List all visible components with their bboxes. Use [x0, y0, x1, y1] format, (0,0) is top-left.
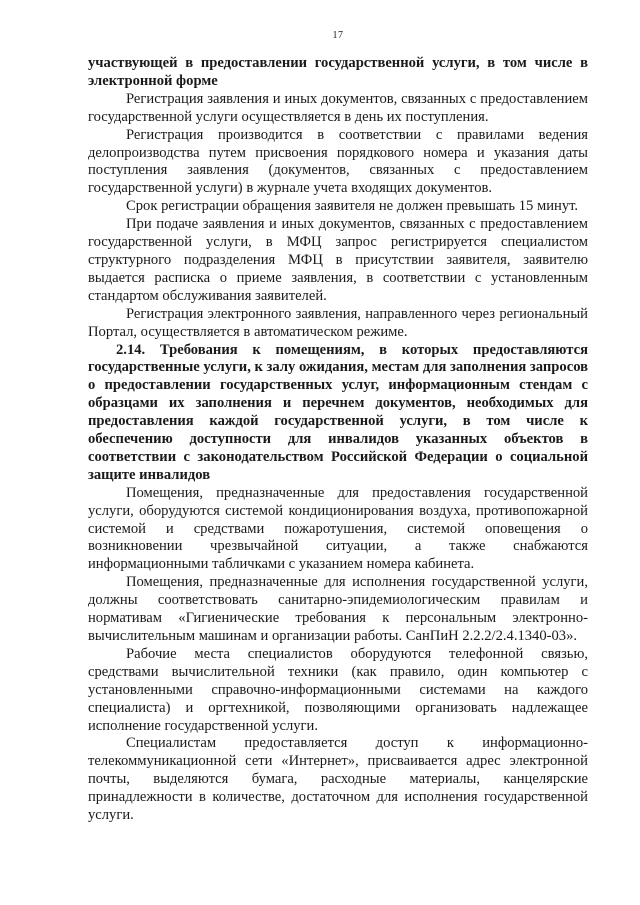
- heading-continuation: участвующей в предоставлении государственной услуги, в том числе в электронной форме: [88, 55, 588, 89]
- page-number: 17: [332, 30, 344, 41]
- paragraph-electronic-registration: Регистрация электронного заявления, направленного через региональный Портал, осуществляется в автоматическом режиме.: [88, 305, 588, 340]
- paragraph-mfc-registration: При подаче заявления и иных документов, связанных с предоставлением государственной услуги, в МФЦ запрос регистрируется специалистом структурного подразделения МФЦ в присутствии заявителя, заявителю выдается расписка о приеме заявления, в соответствии с установленным стандартом обслуживания заявителей.: [88, 216, 588, 304]
- paragraph-workplaces: Рабочие места специалистов оборудуются телефонной связью, средствами вычислительной техники (как правило, один компьютер с установленными справочно-информационными системами на каждого специалиста) и оргтехникой, позволяющими организовать надлежащее исполнение государственной услуги.: [88, 645, 588, 734]
- paragraph-registration-term: Срок регистрации обращения заявителя не должен превышать 15 минут.: [126, 198, 579, 215]
- paragraph-registration-procedure: Регистрация производится в соответствии с правилами ведения делопроизводства путем присвоения порядкового номера и указания даты поступления заявления (документов, связанных с предоставлением государственной услуги) в журнале учета входящих документов.: [88, 126, 588, 197]
- paragraph-internet-access: Специалистам предоставляется доступ к информационно-телекоммуникационной сети «Интернет», присваивается адрес электронной почты, выделяются бумага, расходные материалы, канцелярские принадлежности в количестве, достаточном для исполнения государственной услуги.: [88, 735, 588, 824]
- section-heading-2-14: 2.14. Требования к помещениям, в которых предоставляются государственные услуги, к залу ожидания, местам для заполнения запросов о предоставлении государственных услуг, информационным стендам с образцами их заполнения и перечнем документов, необходимых для предоставления каждой государственной услуги, в том числе к обеспечению доступности для инвалидов указанных объектов в соответствии с законодательством Российской Федерации о социальной защите инвалидов: [88, 341, 589, 483]
- paragraph-registration-day: Регистрация заявления и иных документов, связанных с предоставлением государственной услуги осуществляется в день их поступления.: [88, 90, 588, 125]
- paragraph-sanitary-norms: Помещения, предназначенные для исполнения государственной услуги, должны соответствовать санитарно-эпидемиологическим правилам и нормативам «Гигиенические требования к персональным электронно-вычислительным машинам и организации работы. СанПиН 2.2.2/2.4.1340-03».: [88, 574, 588, 644]
- paragraph-premises-equipment: Помещения, предназначенные для предоставления государственной услуги, оборудуются системой кондиционирования воздуха, противопожарной системой и средствами пожаротушения, системой оповещения о возникновении чрезвычайной ситуации, а также снабжаются информационными табличками с указанием номера кабинета.: [88, 484, 588, 573]
